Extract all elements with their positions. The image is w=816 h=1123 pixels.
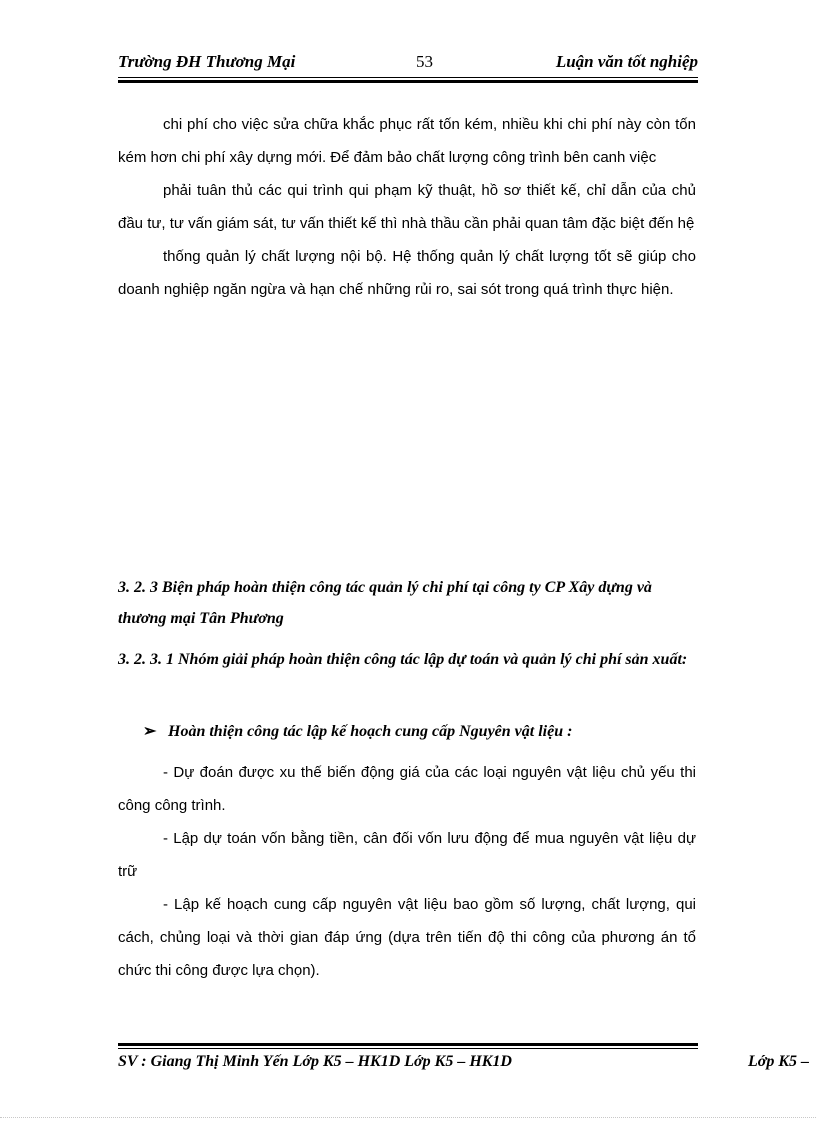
header-thesis-title: Luận văn tốt nghiệp xyxy=(555,52,698,71)
top-paragraphs xyxy=(118,108,696,306)
footer-class: Lớp K5 – xyxy=(748,1053,810,1070)
page-header xyxy=(118,50,698,74)
paragraph-3: thống quản lý chất lượng nội bộ. Hệ thống quản lý chất lượng tốt sẽ giúp cho doanh nghiệp ngăn ngừa và hạn chế những rủi ro, sai sót trong quá trình thực hiện. xyxy=(118,248,696,298)
section-heading: 3. 2. 3 Biện pháp hoàn thiện công tác quản lý chi phí tại công ty CP Xây dựng và thương mại Tân Phương xyxy=(118,579,652,627)
subsection-heading: 3. 2. 3. 1 Nhóm giải pháp hoàn thiện công tác lập dự toán và quản lý chi phí sản xuất: xyxy=(118,651,688,668)
paragraph-2: phải tuân thủ các qui trình qui phạm kỹ thuật, hồ sơ thiết kế, chỉ dẫn của chủ đầu tư, tư vấn giám sát, tư vấn thiết kế thì nhà thầu cần phải quan tâm đặc biệt đến hệ xyxy=(118,182,696,232)
footer-rule-thin xyxy=(118,1048,698,1049)
page-number: 53 xyxy=(416,52,433,71)
item-list xyxy=(118,756,696,987)
header-university: Trường ĐH Thương Mại xyxy=(118,52,296,71)
bullet-heading xyxy=(143,721,698,741)
list-item: - Lập kế hoạch cung cấp nguyên vật liệu bao gồm số lượng, chất lượng, qui cách, chủng loại và thời gian đáp ứng (dựa trên tiến độ thi công của phương án tổ chức thi công được lựa chọn). xyxy=(118,896,696,979)
list-item: - Lập dự toán vốn bằng tiền, cân đối vốn lưu động để mua nguyên vật liệu dự trữ xyxy=(118,830,696,880)
bullet-text: Hoàn thiện công tác lập kế hoạch cung cấp Nguyên vật liệu : xyxy=(168,723,573,740)
list-item: - Dự đoán được xu thế biến động giá của các loại nguyên vật liệu chủ yếu thi công công trình. xyxy=(118,764,696,814)
page-edge-dotted-line xyxy=(0,1117,816,1118)
paragraph-1: chi phí cho việc sửa chữa khắc phục rất tốn kém, nhiều khi chi phí này còn tốn kém hơn chi phí xây dựng mới. Để đảm bảo chất lượng công trình bên canh việc xyxy=(118,116,696,166)
footer-student: SV : Giang Thị Minh Yến Lớp K5 – HK1D Lớp K5 – HK1D xyxy=(118,1053,512,1070)
header-rule-thin xyxy=(118,77,698,78)
arrow-bullet-icon: ➢ xyxy=(143,723,157,740)
header-rule-thick xyxy=(118,80,698,83)
footer-rule-thick xyxy=(118,1043,698,1046)
